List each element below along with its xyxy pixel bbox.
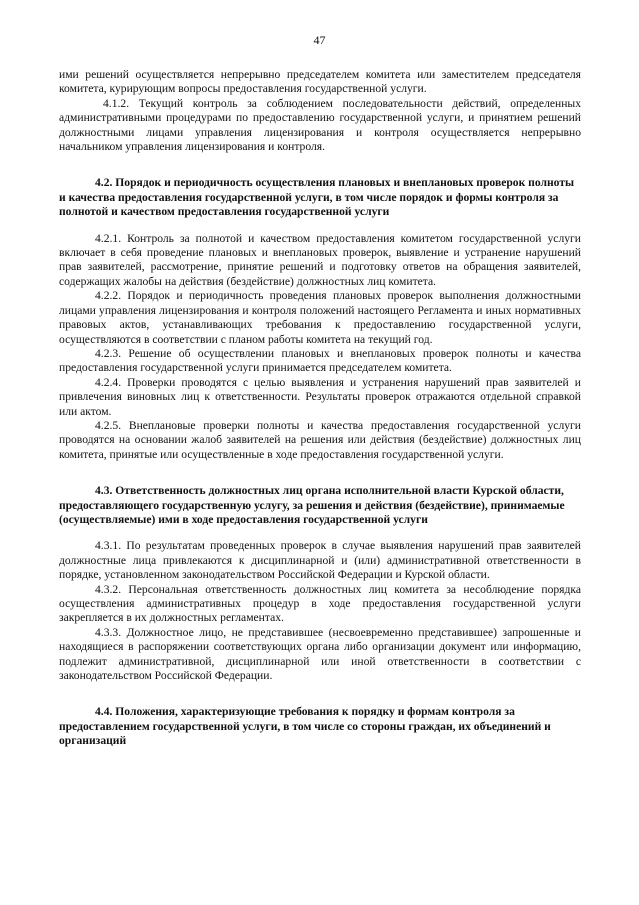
section-heading-4-2: 4.2. Порядок и периодичность осуществления плановых и внеплановых проверок полноты и качества предоставления государственной услуги, в том числе порядок и формы контроля за полнотой и качеством предоставления государственной услуги [59,176,575,219]
paragraph-4-2-3: 4.2.3. Решение об осуществлении плановых и внеплановых проверок полноты и качества предоставления государственной услуги принимается председателем комитета. [59,346,581,375]
paragraph-4-3-1: 4.3.1. По результатам проведенных проверок в случае выявления нарушений прав заявителей должностные лица привлекаются к дисциплинарной и (или) административной ответственности в порядке, установленном законодательством Российской Федерации и Курской области. [59,539,581,582]
section-heading-4-3: 4.3. Ответственность должностных лиц органа исполнительной власти Курской области, предоставляющего государственную услугу, за решения и действия (бездействие), принимаемые (осуществляемые) ими в ходе предоставления государственной услуги [59,484,565,526]
paragraph-4-3-2: 4.3.2. Персональная ответственность должностных лиц комитета за несоблюдение порядка осуществления административных процедур в ходе предоставления государственной услуги закрепляется в их должностных регламентах. [59,582,581,625]
page-number: 47 [313,33,326,47]
document-body [59,68,581,761]
section-heading-4-4: 4.4. Положения, характеризующие требования к порядку и формам контроля за предоставлением государственной услуги, в том числе со стороны граждан, их объединений и организаций [59,705,551,748]
paragraph-4-2-5: 4.2.5. Внеплановые проверки полноты и качества предоставления государственной услуги проводятся на основании жалоб заявителей на решения или действия (бездействие) должностных лиц комитета, принятые или осуществленные в ходе предоставления государственной услуги. [59,418,581,461]
paragraph-4-3-3: 4.3.3. Должностное лицо, не представившее (несвоевременно представившее) запрошенные и находящиеся в распоряжении соответствующих органа либо организации документ или информацию, подлежит административной, дисциплинарной или иной ответственности в соответствии с законодательством Российской Федерации. [59,625,581,683]
paragraph-4-2-2: 4.2.2. Порядок и периодичность проведения плановых проверок выполнения должностными лицами управления лицензирования и контроля положений настоящего Регламента и иных нормативных правовых актов, устанавливающих требования к предоставлению государственной услуги, осуществляются в соответствии с планом работы комитета на текущий год. [59,289,581,346]
paragraph-4-2-1: 4.2.1. Контроль за полнотой и качеством предоставления комитетом государственной услуги включает в себя проведение плановых и внеплановых проверок, выявление и устранение нарушений прав заявителей, рассмотрение, принятие решений и подготовку ответов на обращения заявителей, содержащих жалобы на действия (бездействие) должностных лиц комитета. [59,231,581,288]
paragraph-continuation: ими решений осуществляется непрерывно председателем комитета или заместителем председателя комитета, курирующим вопросы предоставления государственной услуги. [59,68,581,96]
paragraph-4-2-4: 4.2.4. Проверки проводятся с целью выявления и устранения нарушений прав заявителей и привлечения виновных лиц к ответственности. Результаты проверок отражаются отдельной справкой или актом. [59,375,581,418]
paragraph-4-1-2: 4.1.2. Текущий контроль за соблюдением последовательности действий, определенных административными процедурами по предоставлению государственной услуги, и принятием решений должностными лицами управления лицензирования и контроля осуществляется непрерывно начальником управления лицензирования и контроля. [59,96,581,154]
